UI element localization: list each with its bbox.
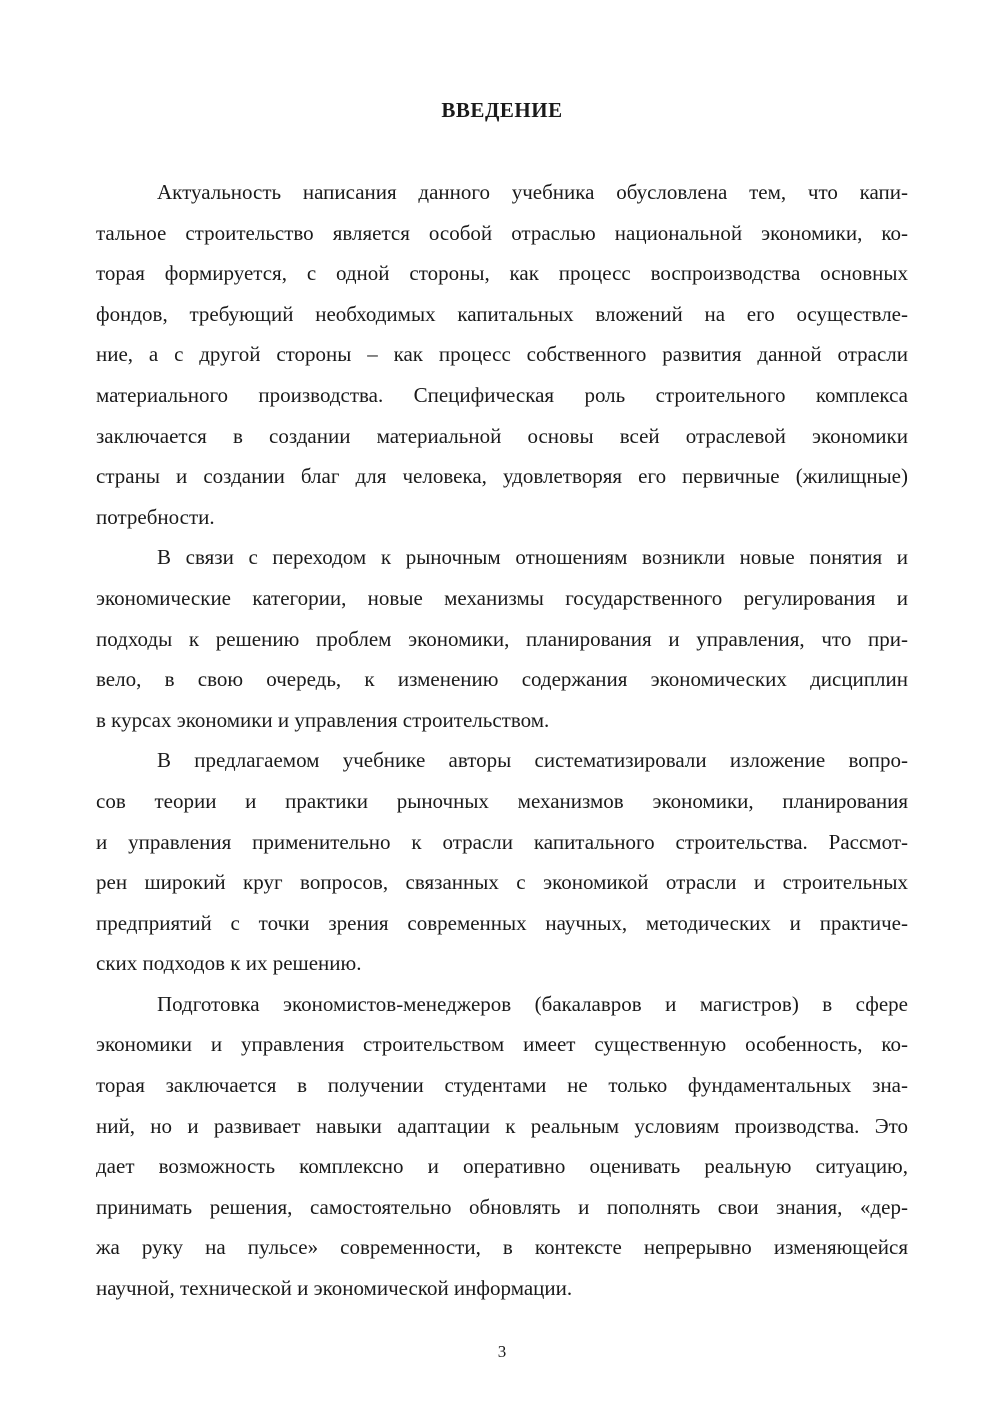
- text-line: ских подходов к их решению.: [96, 951, 362, 976]
- paragraph-2: [96, 537, 908, 740]
- text-line: дает возможность комплексно и оперативно оценивать реальную ситуацию,: [96, 1154, 908, 1179]
- text-line: В предлагаемом учебнике авторы систематизировали изложение вопро-: [157, 748, 908, 773]
- text-line: в курсах экономики и управления строительством.: [96, 707, 550, 732]
- text-line: научной, технической и экономической информации.: [96, 1276, 573, 1301]
- paragraph-3: [96, 740, 908, 984]
- text-line: экономики и управления строительством имеет существенную особенность, ко-: [96, 1032, 908, 1057]
- text-line: принимать решения, самостоятельно обновлять и пополнять свои знания, «дер-: [96, 1194, 908, 1219]
- text-line: экономические категории, новые механизмы государственного регулирования и: [96, 585, 908, 610]
- text-line: материального производства. Специфическая роль строительного комплекса: [96, 382, 908, 407]
- text-line: заключается в создании материальной основы всей отраслевой экономики: [96, 423, 908, 448]
- text-line: и управления применительно к отрасли капитального строительства. Рассмот-: [96, 829, 908, 854]
- text-line: жа руку на пульсе» современности, в контексте непрерывно изменяющейся: [96, 1235, 908, 1260]
- text-line: Актуальность написания данного учебника обусловлена тем, что капи-: [157, 180, 908, 204]
- paragraph-4: [96, 984, 908, 1309]
- text-line: ний, но и развивает навыки адаптации к реальным условиям производства. Это: [96, 1113, 908, 1138]
- text-line: торая заключается в получении студентами не только фундаментальных зна-: [96, 1073, 908, 1098]
- text-line: вело, в свою очередь, к изменению содержания экономических дисциплин: [96, 667, 908, 692]
- text-line: рен широкий круг вопросов, связанных с экономикой отрасли и строительных: [96, 870, 908, 895]
- text-line: торая формируется, с одной стороны, как процесс воспроизводства основных: [96, 261, 908, 286]
- page-number: 3: [497, 1342, 507, 1361]
- text-line: потребности.: [96, 504, 215, 529]
- body-text: [96, 172, 908, 1309]
- text-line: В связи с переходом к рыночным отношениям возникли новые понятия и: [157, 545, 908, 570]
- text-line: фондов, требующий необходимых капитальных вложений на его осуществле-: [96, 301, 908, 326]
- text-line: сов теории и практики рыночных механизмов экономики, планирования: [96, 788, 908, 813]
- text-line: подходы к решению проблем экономики, планирования и управления, что при-: [96, 626, 908, 651]
- text-line: Подготовка экономистов-менеджеров (бакалавров и магистров) в сфере: [157, 991, 908, 1016]
- text-line: тальное строительство является особой отраслью национальной экономики, ко-: [96, 220, 908, 245]
- text-line: ние, а с другой стороны – как процесс собственного развития данной отрасли: [96, 342, 908, 367]
- page-title: ВВЕДЕНИЕ: [441, 98, 563, 122]
- text-line: страны и создании благ для человека, удовлетворяя его первичные (жилищные): [96, 464, 908, 489]
- text-line: предприятий с точки зрения современных научных, методических и практиче-: [96, 910, 908, 935]
- paragraph-1: [96, 172, 908, 537]
